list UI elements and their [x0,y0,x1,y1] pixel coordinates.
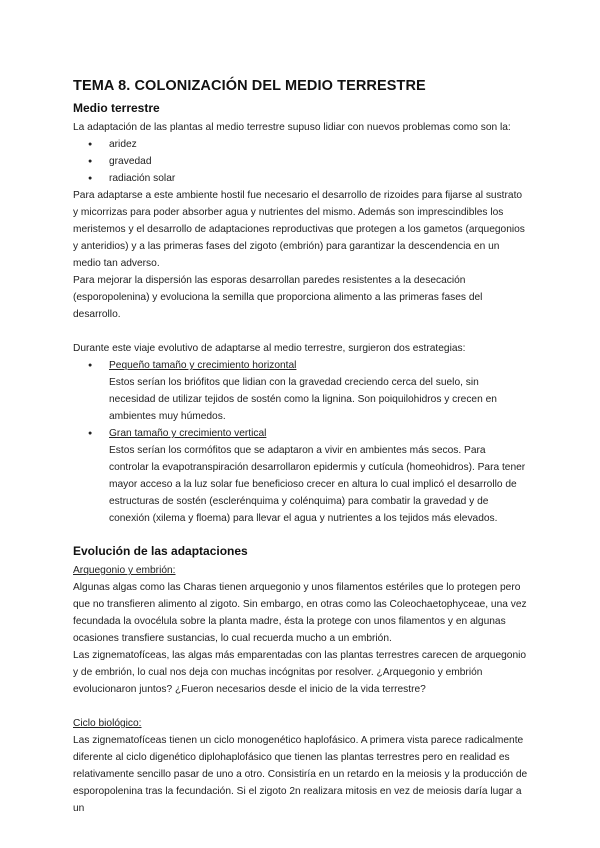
paragraph-ciclo: Las zignematofíceas tienen un ciclo monogenético haplofásico. A primera vista parece radicalmente diferente al ciclo digenético diplohaplofásico que tienen las plantas terrestres pero en realidad es relativamente sencillo pasar de uno a otro. Consistiría en un retardo en la meiosis y la producción de esporopolenina tras la fecundación. Si el zigoto 2n realizara mitosis en vez de meiosis daría lugar a un [73,735,528,814]
subheading-ciclo: Ciclo biológico: [73,718,142,729]
strategy-text: Estos serían los briófitos que lidian con la gravedad creciendo cerca del suelo, sin necesidad de utilizar tejidos de sostén como la lignina. Son poiquilohidros y crecen en ambientes muy húmedos. [109,377,497,422]
list-item [73,357,528,425]
list-item: ● gravedad [73,153,528,170]
section-heading-medio-terrestre: Medio terrestre [73,101,160,115]
paragraph-adaptation: Para adaptarse a este ambiente hostil fue necesario el desarrollo de rizoides para fijarse al sustrato y micorrizas para poder absorber agua y nutrientes del mismo. Además son imprescindibles los meristemos y el desarrollo de adaptaciones reproductivas que protegen a los gametos (arquegonios y anteridios) y a las primeras fases del zigoto (embrión) para garantizar la descendencia en un medio tan adverso. [73,190,525,269]
paragraph-algas: Algunas algas como las Charas tienen arquegonio y unos filamentos estériles que lo protegen pero que no transfieren alimento al zigoto. Sin embargo, en otras como las Coleochaetophyceae, una vez fecundada la ovocélula sobre la planta madre, ésta la protege con unos filamentos y en algunas ocasiones transfiere sustancias, lo cual recuerda mucho a un embrión. [73,582,527,644]
list-item [73,425,528,527]
intro-paragraph: La adaptación de las plantas al medio terrestre supuso lidiar con nuevos problemas como son la: [73,122,511,133]
page-title: TEMA 8. COLONIZACIÓN DEL MEDIO TERRESTRE [73,78,426,94]
subheading-arquegonio: Arquegonio y embrión: [73,565,176,576]
bullet-icon: ● [88,362,93,369]
strategies-intro: Durante este viaje evolutivo de adaptarse al medio terrestre, surgieron dos estrategias: [73,343,466,354]
strategy-text: Estos serían los cormófitos que se adaptaron a vivir en ambientes más secos. Para controlar la evapotranspiración desarrollaron epidermis y cutícula (homeohidros). Para tener mayor acceso a la luz solar fue beneficioso crecer en altura lo cual implicó el desarrollo de estructuras de sostén (esclerénquima y colénquima) para combatir la gravedad y de conexión (xilema y floema) para llevar el agua y nutrientes a los tejidos más elevados. [109,445,526,524]
list-item: ● radiación solar [73,170,528,187]
paragraph-zignematoficeas: Las zignematofíceas, las algas más emparentadas con las plantas terrestres carecen de arquegonio y de embrión, lo cual nos deja con muchas incógnitas por resolver. ¿Arquegonio y embrión evolucionaron juntos? ¿Fueron necesarios desde el inicio de la vida terrestre? [73,650,527,695]
problems-list [73,136,528,187]
paragraph-dispersion: Para mejorar la dispersión las esporas desarrollan paredes resistentes a la desecación (esporopolenina) y evoluciona la semilla que proporciona alimento a las primeras fases del desarrollo. [73,275,483,320]
list-item: ● aridez [73,136,528,153]
section-heading-evolucion: Evolución de las adaptaciones [73,544,248,558]
strategy-label: Pequeño tamaño y crecimiento horizontal [109,360,297,371]
strategies-list [73,357,528,527]
strategy-label: Gran tamaño y crecimiento vertical [109,428,267,439]
bullet-icon: ● [88,430,93,437]
